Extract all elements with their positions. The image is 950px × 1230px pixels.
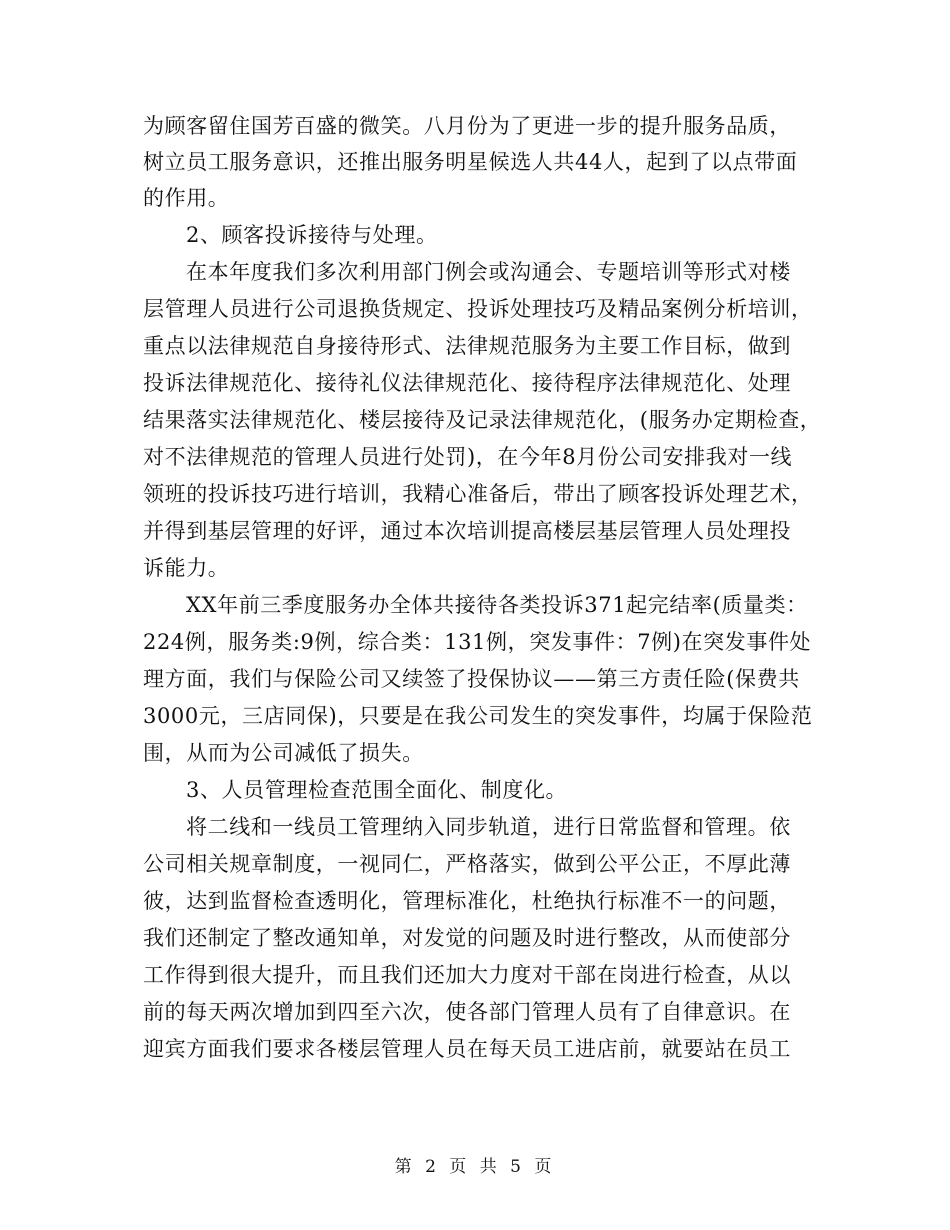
paragraph-line: 公司相关规章制度，一视同仁，严格落实，做到公平公正，不厚此薄 <box>143 852 791 876</box>
paragraph-line: 我们还制定了整改通知单，对发觉的问题及时进行整改，从而使部分 <box>143 926 791 950</box>
paragraph-line: 并得到基层管理的好评，通过本次培训提高楼层基层管理人员处理投 <box>143 519 791 543</box>
paragraph-line: 的作用。 <box>143 186 230 210</box>
paragraph-line: 前的每天两次增加到四至六次，使各部门管理人员有了自律意识。在 <box>143 1000 791 1024</box>
section-heading: 2、顾客投诉接待与处理。 <box>186 223 438 247</box>
paragraph-line: 领班的投诉技巧进行培训，我精心准备后，带出了顾客投诉处理艺术， <box>143 482 813 506</box>
paragraph-line: 为顾客留住国芳百盛的微笑。八月份为了更进一步的提升服务品质， <box>143 114 791 138</box>
paragraph-line: 工作得到很大提升，而且我们还加大力度对干部在岗进行检查，从以 <box>143 963 791 987</box>
paragraph-line: 在本年度我们多次利用部门例会或沟通会、专题培训等形式对楼 <box>186 260 791 284</box>
page-number-footer: 第 2 页 共 5 页 <box>394 1157 556 1177</box>
paragraph-line: 结果落实法律规范化、楼层接待及记录法律规范化，(服务办定期检查， <box>143 408 822 432</box>
paragraph-line: 投诉法律规范化、接待礼仪法律规范化、接待程序法律规范化、处理 <box>143 371 791 395</box>
paragraph-line: 3000元，三店同保)，只要是在我公司发生的突发事件，均属于保险范 <box>143 704 813 728</box>
paragraph-line: 理方面，我们与保险公司又续签了投保协议——第三方责任险(保费共 <box>143 667 800 691</box>
paragraph-line: XX年前三季度服务办全体共接待各类投诉371起完结率(质量类： <box>186 593 808 617</box>
paragraph-line: 迎宾方面我们要求各楼层管理人员在每天员工进店前，就要站在员工 <box>143 1037 791 1061</box>
paragraph-line: 树立员工服务意识，还推出服务明星候选人共44人，起到了以点带面 <box>143 150 798 174</box>
paragraph-line: 围，从而为公司减低了损失。 <box>143 741 424 765</box>
paragraph-line: 重点以法律规范自身接待形式、法律规范服务为主要工作目标，做到 <box>143 334 791 358</box>
paragraph-line: 224例，服务类:9例，综合类：131例，突发事件：7例)在突发事件处 <box>143 630 812 654</box>
section-heading: 3、人员管理检查范围全面化、制度化。 <box>186 778 568 802</box>
paragraph-line: 层管理人员进行公司退换货规定、投诉处理技巧及精品案例分析培训， <box>143 297 813 321</box>
paragraph-line: 诉能力。 <box>143 556 230 580</box>
paragraph-line: 将二线和一线员工管理纳入同步轨道，进行日常监督和管理。依 <box>186 815 791 839</box>
paragraph-line: 彼，达到监督检查透明化，管理标准化，杜绝执行标准不一的问题， <box>143 889 791 913</box>
paragraph-line: 对不法律规范的管理人员进行处罚)，在今年8月份公司安排我对一线 <box>143 445 793 469</box>
